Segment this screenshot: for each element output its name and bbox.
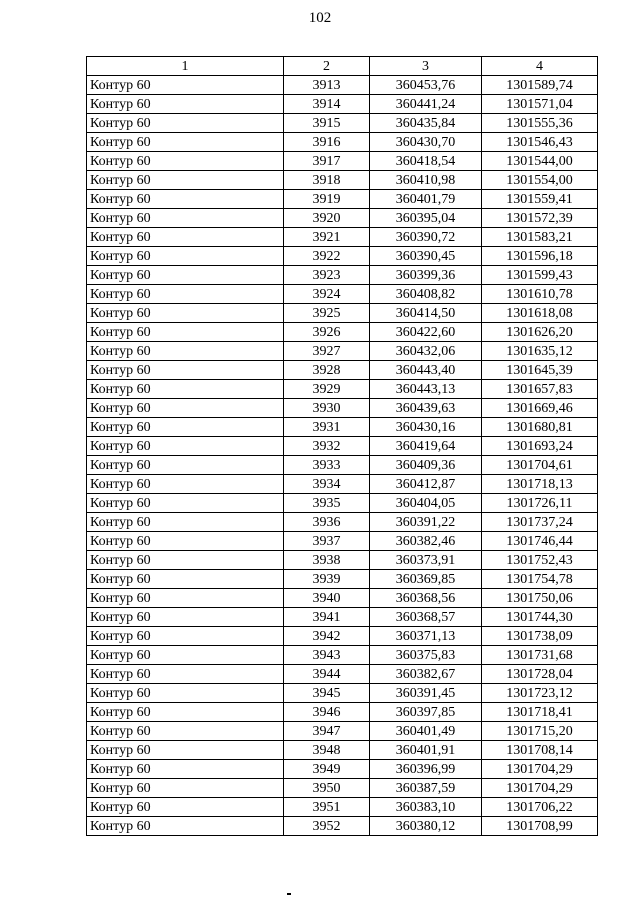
table-row [87,418,598,437]
y-coordinate-cell: 1301726,11 [482,494,598,513]
x-coordinate-cell: 360401,79 [370,190,482,209]
y-coordinate-cell: 1301618,08 [482,304,598,323]
table-row [87,323,598,342]
y-coordinate-cell: 1301680,81 [482,418,598,437]
y-coordinate-cell: 1301546,43 [482,133,598,152]
x-coordinate-cell: 360397,85 [370,703,482,722]
x-coordinate-cell: 360419,64 [370,437,482,456]
table-row [87,665,598,684]
y-coordinate-cell: 1301596,18 [482,247,598,266]
point-number-cell: 3914 [284,95,370,114]
table-row [87,456,598,475]
point-number-cell: 3935 [284,494,370,513]
table-row [87,627,598,646]
table-row [87,817,598,836]
y-coordinate-cell: 1301693,24 [482,437,598,456]
y-coordinate-cell: 1301731,68 [482,646,598,665]
contour-name-cell: Контур 60 [87,266,284,285]
point-number-cell: 3938 [284,551,370,570]
point-number-cell: 3932 [284,437,370,456]
contour-name-cell: Контур 60 [87,152,284,171]
table-row [87,513,598,532]
contour-name-cell: Контур 60 [87,703,284,722]
point-number-cell: 3922 [284,247,370,266]
contour-name-cell: Контур 60 [87,532,284,551]
point-number-cell: 3925 [284,304,370,323]
x-coordinate-cell: 360408,82 [370,285,482,304]
x-coordinate-cell: 360395,04 [370,209,482,228]
contour-name-cell: Контур 60 [87,475,284,494]
table-row [87,703,598,722]
x-coordinate-cell: 360435,84 [370,114,482,133]
point-number-cell: 3918 [284,171,370,190]
y-coordinate-cell: 1301728,04 [482,665,598,684]
table-row [87,133,598,152]
x-coordinate-cell: 360391,22 [370,513,482,532]
header-cell-3: 3 [370,57,482,76]
y-coordinate-cell: 1301723,12 [482,684,598,703]
point-number-cell: 3950 [284,779,370,798]
table-row [87,798,598,817]
point-number-cell: 3915 [284,114,370,133]
x-coordinate-cell: 360430,16 [370,418,482,437]
y-coordinate-cell: 1301754,78 [482,570,598,589]
y-coordinate-cell: 1301559,41 [482,190,598,209]
table-row [87,646,598,665]
contour-name-cell: Контур 60 [87,228,284,247]
y-coordinate-cell: 1301715,20 [482,722,598,741]
contour-name-cell: Контур 60 [87,190,284,209]
contour-name-cell: Контур 60 [87,418,284,437]
table-row [87,494,598,513]
point-number-cell: 3919 [284,190,370,209]
y-coordinate-cell: 1301746,44 [482,532,598,551]
y-coordinate-cell: 1301704,29 [482,779,598,798]
page-number: 102 [308,10,332,26]
table-row [87,741,598,760]
footer-mark [287,893,291,895]
x-coordinate-cell: 360368,57 [370,608,482,627]
table-row [87,437,598,456]
table-row [87,608,598,627]
table-row [87,285,598,304]
table-row [87,342,598,361]
contour-name-cell: Контур 60 [87,665,284,684]
x-coordinate-cell: 360418,54 [370,152,482,171]
contour-name-cell: Контур 60 [87,285,284,304]
point-number-cell: 3951 [284,798,370,817]
y-coordinate-cell: 1301669,46 [482,399,598,418]
table-row [87,361,598,380]
point-number-cell: 3924 [284,285,370,304]
table-row [87,95,598,114]
x-coordinate-cell: 360443,13 [370,380,482,399]
x-coordinate-cell: 360432,06 [370,342,482,361]
table-row [87,551,598,570]
point-number-cell: 3946 [284,703,370,722]
contour-name-cell: Контур 60 [87,646,284,665]
point-number-cell: 3944 [284,665,370,684]
contour-name-cell: Контур 60 [87,380,284,399]
y-coordinate-cell: 1301645,39 [482,361,598,380]
x-coordinate-cell: 360390,45 [370,247,482,266]
x-coordinate-cell: 360380,12 [370,817,482,836]
x-coordinate-cell: 360410,98 [370,171,482,190]
point-number-cell: 3913 [284,76,370,95]
point-number-cell: 3920 [284,209,370,228]
x-coordinate-cell: 360422,60 [370,323,482,342]
header-cell-2: 2 [284,57,370,76]
point-number-cell: 3928 [284,361,370,380]
contour-name-cell: Контур 60 [87,494,284,513]
contour-name-cell: Контур 60 [87,76,284,95]
point-number-cell: 3945 [284,684,370,703]
point-number-cell: 3947 [284,722,370,741]
x-coordinate-cell: 360453,76 [370,76,482,95]
contour-name-cell: Контур 60 [87,513,284,532]
contour-name-cell: Контур 60 [87,95,284,114]
x-coordinate-cell: 360369,85 [370,570,482,589]
x-coordinate-cell: 360396,99 [370,760,482,779]
contour-name-cell: Контур 60 [87,323,284,342]
contour-name-cell: Контур 60 [87,133,284,152]
table-row [87,589,598,608]
table-row [87,722,598,741]
x-coordinate-cell: 360383,10 [370,798,482,817]
contour-name-cell: Контур 60 [87,114,284,133]
table-row [87,152,598,171]
point-number-cell: 3948 [284,741,370,760]
x-coordinate-cell: 360443,40 [370,361,482,380]
contour-name-cell: Контур 60 [87,760,284,779]
contour-name-cell: Контур 60 [87,247,284,266]
x-coordinate-cell: 360371,13 [370,627,482,646]
contour-name-cell: Контур 60 [87,817,284,836]
x-coordinate-cell: 360399,36 [370,266,482,285]
contour-name-cell: Контур 60 [87,722,284,741]
contour-name-cell: Контур 60 [87,209,284,228]
y-coordinate-cell: 1301744,30 [482,608,598,627]
table-header-row [87,57,598,76]
x-coordinate-cell: 360375,83 [370,646,482,665]
point-number-cell: 3933 [284,456,370,475]
x-coordinate-cell: 360382,46 [370,532,482,551]
table-row [87,76,598,95]
contour-name-cell: Контур 60 [87,437,284,456]
y-coordinate-cell: 1301544,00 [482,152,598,171]
table-row [87,399,598,418]
point-number-cell: 3921 [284,228,370,247]
table-row [87,190,598,209]
x-coordinate-cell: 360430,70 [370,133,482,152]
point-number-cell: 3916 [284,133,370,152]
point-number-cell: 3923 [284,266,370,285]
x-coordinate-cell: 360390,72 [370,228,482,247]
y-coordinate-cell: 1301635,12 [482,342,598,361]
y-coordinate-cell: 1301571,04 [482,95,598,114]
contour-name-cell: Контур 60 [87,627,284,646]
y-coordinate-cell: 1301706,22 [482,798,598,817]
point-number-cell: 3936 [284,513,370,532]
y-coordinate-cell: 1301657,83 [482,380,598,399]
point-number-cell: 3917 [284,152,370,171]
point-number-cell: 3952 [284,817,370,836]
x-coordinate-cell: 360439,63 [370,399,482,418]
y-coordinate-cell: 1301704,61 [482,456,598,475]
contour-name-cell: Контур 60 [87,399,284,418]
y-coordinate-cell: 1301738,09 [482,627,598,646]
x-coordinate-cell: 360441,24 [370,95,482,114]
contour-name-cell: Контур 60 [87,779,284,798]
table-row [87,760,598,779]
x-coordinate-cell: 360373,91 [370,551,482,570]
point-number-cell: 3930 [284,399,370,418]
point-number-cell: 3949 [284,760,370,779]
y-coordinate-cell: 1301750,06 [482,589,598,608]
y-coordinate-cell: 1301708,14 [482,741,598,760]
table-row [87,532,598,551]
table-row [87,247,598,266]
point-number-cell: 3940 [284,589,370,608]
point-number-cell: 3929 [284,380,370,399]
y-coordinate-cell: 1301704,29 [482,760,598,779]
point-number-cell: 3934 [284,475,370,494]
y-coordinate-cell: 1301718,41 [482,703,598,722]
table-row [87,380,598,399]
y-coordinate-cell: 1301555,36 [482,114,598,133]
x-coordinate-cell: 360401,49 [370,722,482,741]
x-coordinate-cell: 360391,45 [370,684,482,703]
x-coordinate-cell: 360368,56 [370,589,482,608]
table-row [87,114,598,133]
point-number-cell: 3941 [284,608,370,627]
x-coordinate-cell: 360382,67 [370,665,482,684]
y-coordinate-cell: 1301610,78 [482,285,598,304]
contour-name-cell: Контур 60 [87,361,284,380]
y-coordinate-cell: 1301626,20 [482,323,598,342]
table-row [87,266,598,285]
y-coordinate-cell: 1301589,74 [482,76,598,95]
table-row [87,684,598,703]
y-coordinate-cell: 1301583,21 [482,228,598,247]
y-coordinate-cell: 1301708,99 [482,817,598,836]
point-number-cell: 3927 [284,342,370,361]
table-row [87,779,598,798]
table-body [87,57,598,836]
table-row [87,171,598,190]
table-row [87,228,598,247]
header-cell-1: 1 [87,57,284,76]
contour-name-cell: Контур 60 [87,589,284,608]
x-coordinate-cell: 360412,87 [370,475,482,494]
coordinates-table [86,56,598,836]
x-coordinate-cell: 360409,36 [370,456,482,475]
y-coordinate-cell: 1301752,43 [482,551,598,570]
header-cell-4: 4 [482,57,598,76]
contour-name-cell: Контур 60 [87,741,284,760]
point-number-cell: 3939 [284,570,370,589]
x-coordinate-cell: 360401,91 [370,741,482,760]
point-number-cell: 3926 [284,323,370,342]
contour-name-cell: Контур 60 [87,684,284,703]
contour-name-cell: Контур 60 [87,551,284,570]
x-coordinate-cell: 360387,59 [370,779,482,798]
contour-name-cell: Контур 60 [87,342,284,361]
x-coordinate-cell: 360404,05 [370,494,482,513]
y-coordinate-cell: 1301572,39 [482,209,598,228]
y-coordinate-cell: 1301737,24 [482,513,598,532]
contour-name-cell: Контур 60 [87,798,284,817]
table-row [87,475,598,494]
y-coordinate-cell: 1301718,13 [482,475,598,494]
point-number-cell: 3942 [284,627,370,646]
contour-name-cell: Контур 60 [87,171,284,190]
x-coordinate-cell: 360414,50 [370,304,482,323]
table-row [87,304,598,323]
y-coordinate-cell: 1301554,00 [482,171,598,190]
y-coordinate-cell: 1301599,43 [482,266,598,285]
point-number-cell: 3943 [284,646,370,665]
table-row [87,570,598,589]
point-number-cell: 3937 [284,532,370,551]
table-row [87,209,598,228]
contour-name-cell: Контур 60 [87,456,284,475]
contour-name-cell: Контур 60 [87,570,284,589]
contour-name-cell: Контур 60 [87,304,284,323]
point-number-cell: 3931 [284,418,370,437]
contour-name-cell: Контур 60 [87,608,284,627]
